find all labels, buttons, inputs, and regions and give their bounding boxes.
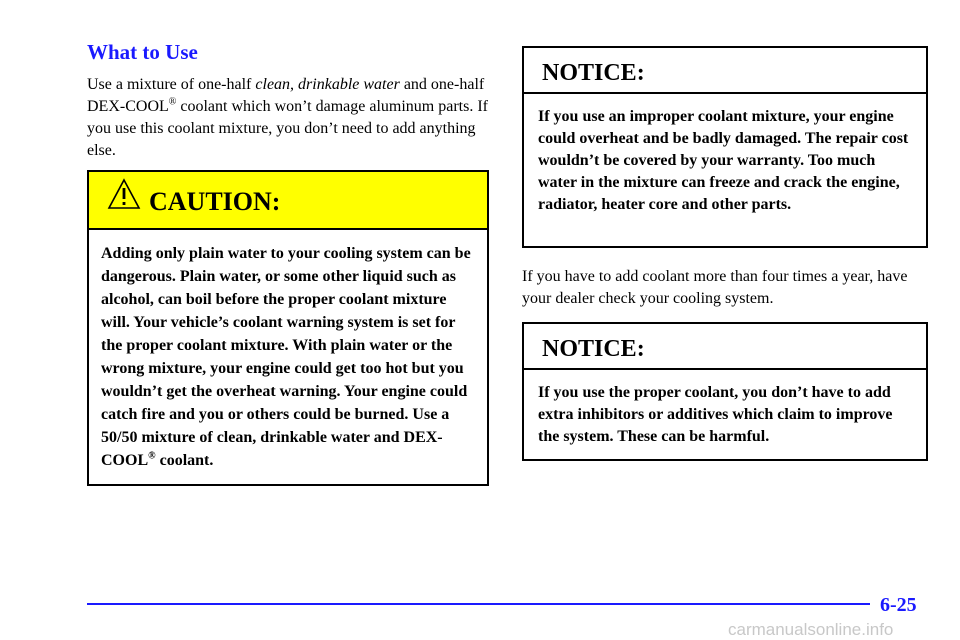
notice-header <box>524 324 926 370</box>
registered-mark: ® <box>168 96 177 108</box>
watermark: carmanualsonline.info <box>728 620 894 639</box>
caution-body-end: coolant. <box>155 452 214 469</box>
notice-title: NOTICE: <box>542 60 645 86</box>
caution-body <box>89 230 487 472</box>
notice-box-1 <box>522 46 928 248</box>
intro-pre: Use a mixture of one-half <box>87 76 256 93</box>
intro-emphasis: clean, drinkable water <box>255 76 400 93</box>
notice-body: If you use an improper coolant mixture, your engine could overheat and be badly damaged. The repair cost wouldn’t be covered by your warranty. Too much water in the mixture can freeze and crack the engine, radiator, heater core and other parts. <box>538 108 909 213</box>
notice-body: If you use the proper coolant, you don’t have to add extra inhibitors or additives which claim to improve the system. These can be harmful. <box>538 384 893 445</box>
footer-rule <box>87 603 870 605</box>
intro-paragraph <box>87 74 492 162</box>
caution-title: CAUTION: <box>149 187 281 216</box>
registered-mark: ® <box>148 450 156 462</box>
notice-title: NOTICE: <box>542 336 645 362</box>
caution-header <box>89 172 487 230</box>
caution-box <box>87 170 489 486</box>
intro-mid: and one-half DEX-COOL <box>87 76 485 115</box>
caution-body-text: Adding only plain water to your cooling system can be dangerous. Plain water, or some other liquid such as alcohol, can boil before the proper coolant mixture will. Your vehicle’s coolant warning system is set for the proper coolant mixture. With plain water or the wrong mixture, your engine could get too hot but you wouldn’t get the overheat warning. Your engine could catch fire and you or others could be burned. Use a 50/50 mixture of clean, drinkable water and DEX-COOL <box>101 245 471 469</box>
notice-box-2 <box>522 322 928 461</box>
coolant-frequency-paragraph: If you have to add coolant more than four times a year, have your dealer check your cooling system. <box>522 268 908 307</box>
notice-header <box>524 48 926 94</box>
section-heading: What to Use <box>87 40 198 64</box>
intro-post: coolant which won’t damage aluminum parts. If you use this coolant mixture, you don’t need to add anything else. <box>87 98 488 159</box>
warning-triangle-icon <box>107 178 141 215</box>
page-number: 6-25 <box>880 594 917 616</box>
